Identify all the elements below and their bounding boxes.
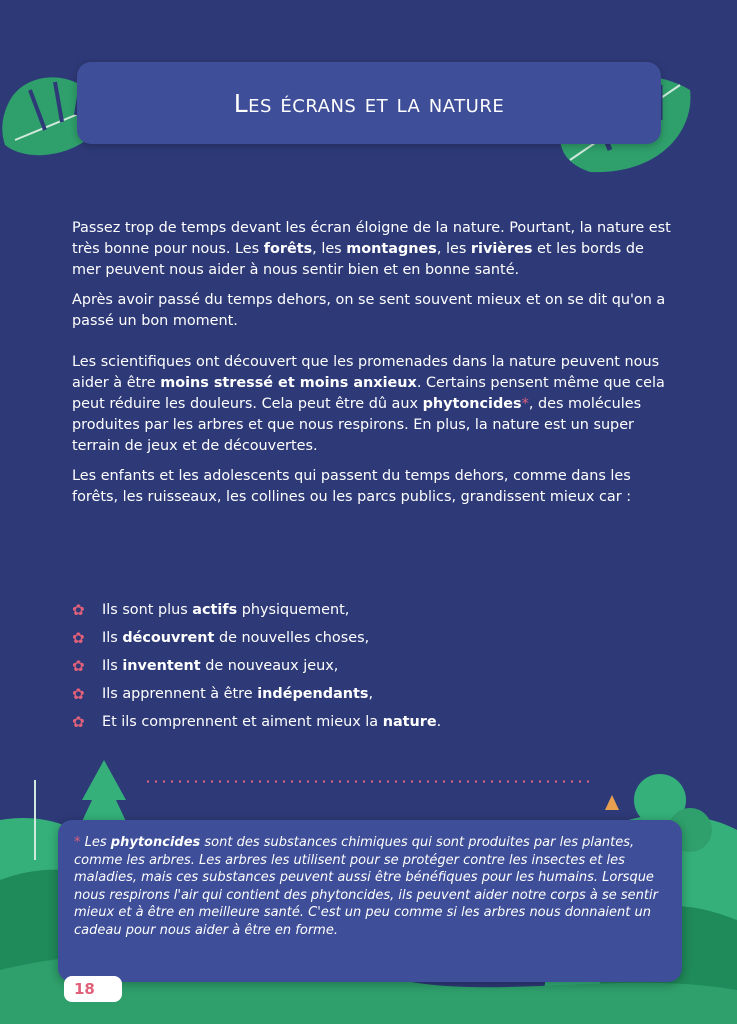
text-span: de nouveaux jeux, [200,658,339,674]
text-span: Ils [102,658,123,674]
text-span: , les [436,241,471,257]
footnote-box [58,820,682,982]
text-span: physiquement, [237,602,350,618]
page-title: Les écrans et la nature [233,88,505,118]
text-span: et les bords de mer peuvent nous aider à nous sentir bien et en bonne santé. [72,241,644,278]
page-number: 18 [64,976,122,1002]
flower-icon: ✿ [72,601,85,619]
bold-rivieres: rivières [470,241,533,257]
text-span: Ils [102,630,123,646]
paragraph-2: Après avoir passé du temps dehors, on se sent souvent mieux et on se dit qu'on a passé un bon moment. [72,292,666,329]
title-banner [77,62,661,144]
list-item [72,708,672,736]
bold-word: découvrent [122,630,215,646]
bold-phytoncides: phytoncides [422,396,522,412]
text-span: . Certains pensent même que cela peut réduire les douleurs. Cela peut être dû aux [72,375,665,412]
flower-icon: ✿ [72,657,85,675]
text-span: de nouvelles choses, [214,630,370,646]
dotted-divider [144,780,594,783]
text-span: , des molécules produites par les arbres et que nous respirons. En plus, la nature est un super terrain de jeux et de découvertes. [72,396,642,454]
list-item [72,624,672,652]
text-span: Passez trop de temps devant les écran éloigne de la nature. Pourtant, la nature est très bonne pour nous. Les [72,220,671,257]
benefits-list [72,596,672,736]
bold-word: inventent [122,658,201,674]
main-text [72,218,672,517]
list-item [72,680,672,708]
text-span: Et ils comprennent et aiment mieux la [102,714,383,730]
text-span: , [368,686,374,702]
footnote-star: * [74,835,85,850]
paragraph-1 [72,218,672,281]
bold-phytoncides: phytoncides [110,835,201,850]
text-span: sont des substances chimiques qui sont produites par les plantes, comme les arbres. Les arbres les utilisent pour se protéger contre les insectes et les maladies, mais ces substances peuvent aussi être bénéfiques pour les humains. Lorsque nous respirons l'air qui contient des phytoncides, ils peuvent aider notre corps à se sentir mieux et à être en meilleure santé. C'est un peu comme si les arbres nous donnaient un cadeau pour nous aider à être en forme. [74,835,658,938]
text-span: Ils sont plus [102,602,193,618]
bold-montagnes: montagnes [346,241,437,257]
bold-word: nature [382,714,437,730]
list-item [72,652,672,680]
flower-icon: ✿ [72,629,85,647]
text-span: Ils apprennent à être [102,686,258,702]
flower-icon: ✿ [72,685,85,703]
text-span: . [436,714,442,730]
bold-word: indépendants [257,686,369,702]
footnote-star: * [521,396,529,412]
bold-moins-stresse: moins stressé et moins anxieux [160,375,417,391]
flower-icon: ✿ [72,713,85,731]
bold-forets: forêts [263,241,313,257]
list-item [72,596,672,624]
text-span: Les [84,835,111,850]
paragraph-3 [72,352,672,457]
text-span: Les scientifiques ont découvert que les promenades dans la nature peuvent nous aider à être [72,354,660,391]
footnote-text [74,834,666,940]
text-span: , les [312,241,347,257]
paragraph-4: Les enfants et les adolescents qui passent du temps dehors, comme dans les forêts, les ruisseaux, les collines ou les parcs publics, grandissent mieux car : [72,468,632,505]
bold-word: actifs [192,602,238,618]
